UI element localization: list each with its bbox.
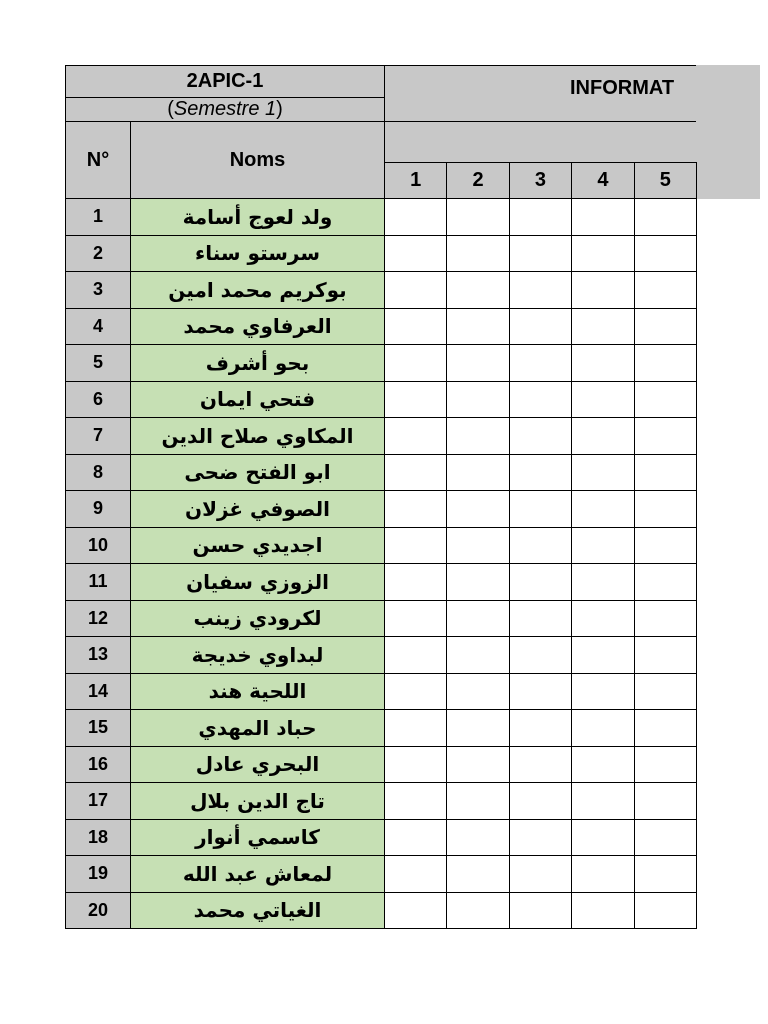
grade-cell-1[interactable] bbox=[384, 235, 447, 273]
row-number: 17 bbox=[65, 782, 131, 820]
semester-cell bbox=[65, 97, 385, 122]
grade-cell-4[interactable] bbox=[571, 271, 634, 309]
grade-cell-4[interactable] bbox=[571, 636, 634, 674]
grade-cell-2[interactable] bbox=[446, 490, 509, 528]
grade-cell-1[interactable] bbox=[384, 381, 447, 419]
names-header-cell bbox=[130, 121, 385, 199]
grade-cell-5[interactable] bbox=[634, 490, 697, 528]
row-number: 3 bbox=[65, 271, 131, 309]
grade-cell-5[interactable] bbox=[634, 381, 697, 419]
grade-cell-4[interactable] bbox=[571, 417, 634, 455]
student-name: فتحي ايمان bbox=[130, 381, 385, 419]
grade-cell-1[interactable] bbox=[384, 490, 447, 528]
number-header-cell bbox=[65, 121, 131, 199]
grade-cell-2[interactable] bbox=[446, 782, 509, 820]
row-number: 9 bbox=[65, 490, 131, 528]
grade-cell-1[interactable] bbox=[384, 636, 447, 674]
grade-cell-5[interactable] bbox=[634, 673, 697, 711]
column-header-5: 5 bbox=[634, 162, 697, 199]
grade-cell-1[interactable] bbox=[384, 563, 447, 601]
grade-cell-1[interactable] bbox=[384, 855, 447, 893]
subject-header: INFORMAT bbox=[570, 77, 675, 99]
grade-cell-4[interactable] bbox=[571, 819, 634, 857]
grade-cell-3[interactable] bbox=[509, 417, 572, 455]
row-number: 12 bbox=[65, 600, 131, 638]
student-name: اجديدي حسن bbox=[130, 527, 385, 565]
row-number: 16 bbox=[65, 746, 131, 784]
grade-cell-3[interactable] bbox=[509, 308, 572, 346]
grade-cell-5[interactable] bbox=[634, 563, 697, 601]
class-name-cell bbox=[65, 65, 385, 98]
grade-cell-3[interactable] bbox=[509, 490, 572, 528]
grade-cell-4[interactable] bbox=[571, 527, 634, 565]
grade-cell-3[interactable] bbox=[509, 600, 572, 638]
row-number: 7 bbox=[65, 417, 131, 455]
student-name: اللحية هند bbox=[130, 673, 385, 711]
grade-cell-5[interactable] bbox=[634, 344, 697, 382]
semester-close: ) bbox=[276, 98, 283, 120]
row-number: 11 bbox=[65, 563, 131, 601]
grade-cell-5[interactable] bbox=[634, 709, 697, 747]
grade-cell-1[interactable] bbox=[384, 527, 447, 565]
grade-cell-4[interactable] bbox=[571, 308, 634, 346]
row-number: 18 bbox=[65, 819, 131, 857]
grade-cell-5[interactable] bbox=[634, 198, 697, 236]
grade-cell-1[interactable] bbox=[384, 344, 447, 382]
grade-cell-2[interactable] bbox=[446, 527, 509, 565]
grade-cell-5[interactable] bbox=[634, 527, 697, 565]
grade-cell-2[interactable] bbox=[446, 636, 509, 674]
grade-cell-4[interactable] bbox=[571, 709, 634, 747]
student-name: الزوزي سفيان bbox=[130, 563, 385, 601]
grade-cell-3[interactable] bbox=[509, 344, 572, 382]
grade-cell-1[interactable] bbox=[384, 892, 447, 930]
grade-cell-5[interactable] bbox=[634, 600, 697, 638]
grade-cell-2[interactable] bbox=[446, 344, 509, 382]
grade-cell-2[interactable] bbox=[446, 563, 509, 601]
grade-cell-3[interactable] bbox=[509, 235, 572, 273]
grade-cell-3[interactable] bbox=[509, 709, 572, 747]
grade-cell-3[interactable] bbox=[509, 819, 572, 857]
student-name: العرفاوي محمد bbox=[130, 308, 385, 346]
class-name: 2APIC-1 bbox=[186, 70, 264, 92]
grade-cell-4[interactable] bbox=[571, 673, 634, 711]
student-name: لمعاش عبد الله bbox=[130, 855, 385, 893]
grade-cell-4[interactable] bbox=[571, 782, 634, 820]
student-name: لبداوي خديجة bbox=[130, 636, 385, 674]
grade-cell-2[interactable] bbox=[446, 235, 509, 273]
grade-cell-2[interactable] bbox=[446, 819, 509, 857]
grade-cell-1[interactable] bbox=[384, 600, 447, 638]
grade-cell-3[interactable] bbox=[509, 563, 572, 601]
row-number: 2 bbox=[65, 235, 131, 273]
grade-cell-2[interactable] bbox=[446, 454, 509, 492]
grade-cell-4[interactable] bbox=[571, 855, 634, 893]
student-name: تاج الدين بلال bbox=[130, 782, 385, 820]
student-name: الصوفي غزلان bbox=[130, 490, 385, 528]
grade-cell-5[interactable] bbox=[634, 308, 697, 346]
grade-cell-4[interactable] bbox=[571, 344, 634, 382]
grade-cell-2[interactable] bbox=[446, 381, 509, 419]
row-number: 20 bbox=[65, 892, 131, 930]
row-number: 5 bbox=[65, 344, 131, 382]
grade-cell-1[interactable] bbox=[384, 417, 447, 455]
grade-cell-3[interactable] bbox=[509, 746, 572, 784]
student-name: البحري عادل bbox=[130, 746, 385, 784]
grade-cell-3[interactable] bbox=[509, 198, 572, 236]
row-number: 4 bbox=[65, 308, 131, 346]
row-number: 13 bbox=[65, 636, 131, 674]
grade-cell-1[interactable] bbox=[384, 198, 447, 236]
grade-cell-4[interactable] bbox=[571, 381, 634, 419]
grade-cell-2[interactable] bbox=[446, 600, 509, 638]
grade-cell-4[interactable] bbox=[571, 198, 634, 236]
grade-cell-5[interactable] bbox=[634, 782, 697, 820]
grade-cell-3[interactable] bbox=[509, 855, 572, 893]
grade-cell-1[interactable] bbox=[384, 673, 447, 711]
student-name: حباد المهدي bbox=[130, 709, 385, 747]
grade-cell-3[interactable] bbox=[509, 636, 572, 674]
grade-cell-1[interactable] bbox=[384, 454, 447, 492]
names-header: Noms bbox=[229, 148, 286, 171]
row-number: 1 bbox=[65, 198, 131, 236]
grade-cell-2[interactable] bbox=[446, 892, 509, 930]
row-number: 6 bbox=[65, 381, 131, 419]
row-number: 15 bbox=[65, 709, 131, 747]
grade-cell-4[interactable] bbox=[571, 235, 634, 273]
column-header-4: 4 bbox=[571, 162, 634, 199]
grade-cell-5[interactable] bbox=[634, 235, 697, 273]
grade-cell-5[interactable] bbox=[634, 454, 697, 492]
grade-cell-1[interactable] bbox=[384, 746, 447, 784]
grade-cell-3[interactable] bbox=[509, 673, 572, 711]
row-number: 10 bbox=[65, 527, 131, 565]
student-name: المكاوي صلاح الدين bbox=[130, 417, 385, 455]
grade-cell-5[interactable] bbox=[634, 855, 697, 893]
grade-cell-5[interactable] bbox=[634, 819, 697, 857]
grade-cell-4[interactable] bbox=[571, 600, 634, 638]
student-name: سرستو سناء bbox=[130, 235, 385, 273]
grade-cell-2[interactable] bbox=[446, 271, 509, 309]
grade-cell-2[interactable] bbox=[446, 855, 509, 893]
grade-cell-2[interactable] bbox=[446, 746, 509, 784]
row-number: 8 bbox=[65, 454, 131, 492]
grade-cell-1[interactable] bbox=[384, 709, 447, 747]
grade-cell-3[interactable] bbox=[509, 527, 572, 565]
grade-cell-2[interactable] bbox=[446, 709, 509, 747]
grade-cell-5[interactable] bbox=[634, 746, 697, 784]
grade-cell-1[interactable] bbox=[384, 308, 447, 346]
grade-cell-5[interactable] bbox=[634, 271, 697, 309]
column-header-2: 2 bbox=[446, 162, 509, 199]
student-name: الغياتي محمد bbox=[130, 892, 385, 930]
grade-cell-1[interactable] bbox=[384, 271, 447, 309]
grade-cell-2[interactable] bbox=[446, 417, 509, 455]
grade-cell-3[interactable] bbox=[509, 381, 572, 419]
number-header: N° bbox=[86, 148, 110, 171]
grade-cell-4[interactable] bbox=[571, 490, 634, 528]
grade-cell-3[interactable] bbox=[509, 892, 572, 930]
grade-cell-1[interactable] bbox=[384, 782, 447, 820]
row-number: 19 bbox=[65, 855, 131, 893]
grade-cell-5[interactable] bbox=[634, 417, 697, 455]
semester-open: ( bbox=[167, 98, 174, 120]
grade-cell-4[interactable] bbox=[571, 563, 634, 601]
grade-cell-1[interactable] bbox=[384, 819, 447, 857]
student-name: ولد لعوج أسامة bbox=[130, 198, 385, 236]
grade-cell-2[interactable] bbox=[446, 308, 509, 346]
row-number: 14 bbox=[65, 673, 131, 711]
subject-mid-border bbox=[384, 121, 696, 122]
student-name: بوكريم محمد امين bbox=[130, 271, 385, 309]
grade-cell-5[interactable] bbox=[634, 636, 697, 674]
grade-cell-3[interactable] bbox=[509, 454, 572, 492]
grade-cell-2[interactable] bbox=[446, 198, 509, 236]
column-header-1: 1 bbox=[384, 162, 447, 199]
grade-cell-4[interactable] bbox=[571, 746, 634, 784]
grade-cell-3[interactable] bbox=[509, 782, 572, 820]
subject-top-border bbox=[384, 65, 696, 66]
grade-cell-5[interactable] bbox=[634, 892, 697, 930]
student-name: كاسمي أنوار bbox=[130, 819, 385, 857]
grade-cell-3[interactable] bbox=[509, 271, 572, 309]
grade-cell-4[interactable] bbox=[571, 454, 634, 492]
student-name: لكرودي زينب bbox=[130, 600, 385, 638]
student-name: بحو أشرف bbox=[130, 344, 385, 382]
column-header-3: 3 bbox=[509, 162, 572, 199]
student-name: ابو الفتح ضحى bbox=[130, 454, 385, 492]
semester-text: Semestre 1 bbox=[173, 98, 277, 120]
grade-cell-4[interactable] bbox=[571, 892, 634, 930]
grade-cell-2[interactable] bbox=[446, 673, 509, 711]
